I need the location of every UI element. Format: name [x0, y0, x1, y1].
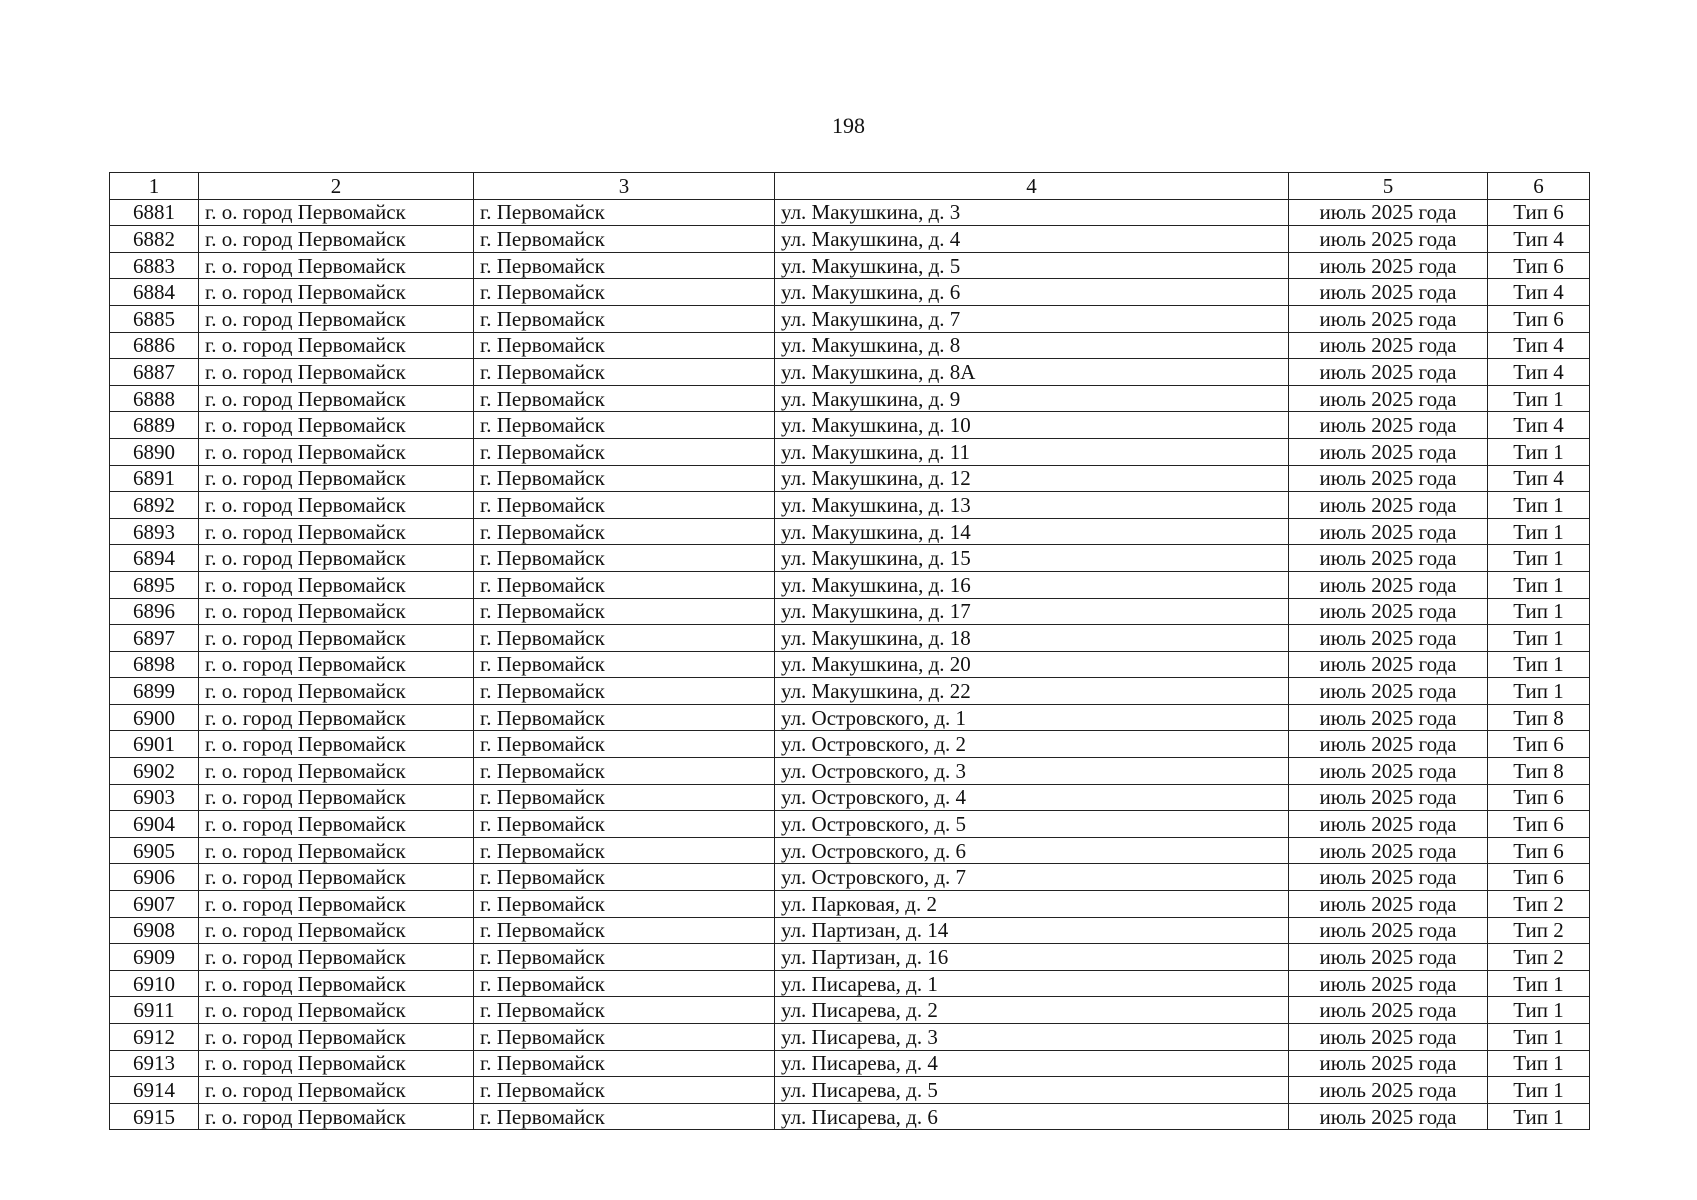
cell-municipality: г. о. город Первомайск [199, 651, 474, 678]
cell-period: июль 2025 года [1289, 598, 1488, 625]
cell-address: ул. Писарева, д. 2 [775, 997, 1289, 1024]
cell-row-number: 6891 [110, 465, 199, 492]
cell-municipality: г. о. город Первомайск [199, 731, 474, 758]
cell-period: июль 2025 года [1289, 651, 1488, 678]
table-row [110, 864, 1590, 891]
cell-type: Тип 6 [1488, 811, 1590, 838]
table-row [110, 784, 1590, 811]
cell-municipality: г. о. город Первомайск [199, 891, 474, 918]
cell-municipality: г. о. город Первомайск [199, 305, 474, 332]
cell-municipality: г. о. город Первомайск [199, 704, 474, 731]
table-row [110, 252, 1590, 279]
cell-address: ул. Писарева, д. 3 [775, 1024, 1289, 1051]
cell-municipality: г. о. город Первомайск [199, 359, 474, 386]
cell-row-number: 6893 [110, 518, 199, 545]
header-cell-1: 1 [110, 173, 199, 200]
cell-settlement: г. Первомайск [474, 199, 775, 226]
cell-type: Тип 4 [1488, 465, 1590, 492]
table-row [110, 678, 1590, 705]
cell-period: июль 2025 года [1289, 625, 1488, 652]
cell-row-number: 6888 [110, 385, 199, 412]
cell-period: июль 2025 года [1289, 438, 1488, 465]
cell-municipality: г. о. город Первомайск [199, 465, 474, 492]
cell-row-number: 6882 [110, 226, 199, 253]
cell-municipality: г. о. город Первомайск [199, 518, 474, 545]
cell-settlement: г. Первомайск [474, 970, 775, 997]
cell-settlement: г. Первомайск [474, 731, 775, 758]
cell-period: июль 2025 года [1289, 997, 1488, 1024]
cell-period: июль 2025 года [1289, 917, 1488, 944]
cell-period: июль 2025 года [1289, 678, 1488, 705]
table-row [110, 492, 1590, 519]
registry-table [109, 172, 1590, 1130]
cell-municipality: г. о. город Первомайск [199, 864, 474, 891]
table-row [110, 1024, 1590, 1051]
cell-municipality: г. о. город Первомайск [199, 412, 474, 439]
cell-settlement: г. Первомайск [474, 1024, 775, 1051]
cell-municipality: г. о. город Первомайск [199, 1024, 474, 1051]
cell-settlement: г. Первомайск [474, 571, 775, 598]
cell-period: июль 2025 года [1289, 811, 1488, 838]
cell-row-number: 6900 [110, 704, 199, 731]
cell-municipality: г. о. город Первомайск [199, 252, 474, 279]
cell-settlement: г. Первомайск [474, 252, 775, 279]
cell-type: Тип 1 [1488, 385, 1590, 412]
cell-municipality: г. о. город Первомайск [199, 226, 474, 253]
cell-type: Тип 6 [1488, 199, 1590, 226]
table-row [110, 1077, 1590, 1104]
table-row [110, 438, 1590, 465]
table-row [110, 226, 1590, 253]
cell-municipality: г. о. город Первомайск [199, 332, 474, 359]
cell-type: Тип 1 [1488, 598, 1590, 625]
cell-type: Тип 1 [1488, 678, 1590, 705]
table-row [110, 199, 1590, 226]
cell-row-number: 6909 [110, 944, 199, 971]
cell-address: ул. Макушкина, д. 15 [775, 545, 1289, 572]
cell-type: Тип 1 [1488, 571, 1590, 598]
cell-row-number: 6896 [110, 598, 199, 625]
header-cell-6: 6 [1488, 173, 1590, 200]
cell-row-number: 6913 [110, 1050, 199, 1077]
cell-type: Тип 1 [1488, 438, 1590, 465]
cell-type: Тип 1 [1488, 970, 1590, 997]
cell-settlement: г. Первомайск [474, 545, 775, 572]
table-row [110, 465, 1590, 492]
cell-type: Тип 6 [1488, 837, 1590, 864]
table-row [110, 545, 1590, 572]
cell-period: июль 2025 года [1289, 199, 1488, 226]
cell-row-number: 6886 [110, 332, 199, 359]
cell-period: июль 2025 года [1289, 332, 1488, 359]
table-row [110, 518, 1590, 545]
table-row [110, 731, 1590, 758]
cell-type: Тип 6 [1488, 305, 1590, 332]
cell-settlement: г. Первомайск [474, 864, 775, 891]
cell-settlement: г. Первомайск [474, 518, 775, 545]
cell-row-number: 6907 [110, 891, 199, 918]
cell-municipality: г. о. город Первомайск [199, 944, 474, 971]
cell-row-number: 6902 [110, 758, 199, 785]
cell-type: Тип 1 [1488, 1103, 1590, 1130]
cell-settlement: г. Первомайск [474, 678, 775, 705]
cell-type: Тип 8 [1488, 704, 1590, 731]
cell-type: Тип 1 [1488, 545, 1590, 572]
cell-period: июль 2025 года [1289, 758, 1488, 785]
cell-settlement: г. Первомайск [474, 305, 775, 332]
cell-row-number: 6892 [110, 492, 199, 519]
cell-address: ул. Макушкина, д. 17 [775, 598, 1289, 625]
cell-address: ул. Островского, д. 5 [775, 811, 1289, 838]
table-row [110, 279, 1590, 306]
cell-period: июль 2025 года [1289, 412, 1488, 439]
cell-address: ул. Макушкина, д. 10 [775, 412, 1289, 439]
table-row [110, 625, 1590, 652]
cell-settlement: г. Первомайск [474, 651, 775, 678]
cell-period: июль 2025 года [1289, 1050, 1488, 1077]
cell-settlement: г. Первомайск [474, 1103, 775, 1130]
cell-settlement: г. Первомайск [474, 465, 775, 492]
cell-municipality: г. о. город Первомайск [199, 758, 474, 785]
cell-period: июль 2025 года [1289, 359, 1488, 386]
cell-address: ул. Макушкина, д. 20 [775, 651, 1289, 678]
cell-settlement: г. Первомайск [474, 811, 775, 838]
cell-period: июль 2025 года [1289, 465, 1488, 492]
cell-row-number: 6910 [110, 970, 199, 997]
header-row [110, 173, 1590, 200]
cell-row-number: 6881 [110, 199, 199, 226]
cell-municipality: г. о. город Первомайск [199, 678, 474, 705]
cell-address: ул. Писарева, д. 1 [775, 970, 1289, 997]
cell-row-number: 6885 [110, 305, 199, 332]
cell-period: июль 2025 года [1289, 305, 1488, 332]
cell-municipality: г. о. город Первомайск [199, 997, 474, 1024]
cell-municipality: г. о. город Первомайск [199, 1077, 474, 1104]
cell-address: ул. Макушкина, д. 11 [775, 438, 1289, 465]
table-row [110, 970, 1590, 997]
cell-address: ул. Макушкина, д. 8 [775, 332, 1289, 359]
table-row [110, 305, 1590, 332]
cell-address: ул. Макушкина, д. 16 [775, 571, 1289, 598]
cell-address: ул. Писарева, д. 5 [775, 1077, 1289, 1104]
cell-address: ул. Макушкина, д. 18 [775, 625, 1289, 652]
cell-address: ул. Островского, д. 2 [775, 731, 1289, 758]
cell-settlement: г. Первомайск [474, 917, 775, 944]
table-row [110, 571, 1590, 598]
cell-municipality: г. о. город Первомайск [199, 625, 474, 652]
table-row [110, 811, 1590, 838]
cell-address: ул. Макушкина, д. 4 [775, 226, 1289, 253]
cell-row-number: 6897 [110, 625, 199, 652]
cell-period: июль 2025 года [1289, 518, 1488, 545]
cell-type: Тип 1 [1488, 1077, 1590, 1104]
cell-type: Тип 2 [1488, 891, 1590, 918]
cell-type: Тип 4 [1488, 279, 1590, 306]
cell-period: июль 2025 года [1289, 492, 1488, 519]
table-row [110, 1103, 1590, 1130]
cell-period: июль 2025 года [1289, 1077, 1488, 1104]
cell-row-number: 6884 [110, 279, 199, 306]
table-row [110, 758, 1590, 785]
cell-address: ул. Макушкина, д. 6 [775, 279, 1289, 306]
cell-period: июль 2025 года [1289, 385, 1488, 412]
cell-settlement: г. Первомайск [474, 438, 775, 465]
cell-settlement: г. Первомайск [474, 997, 775, 1024]
cell-row-number: 6915 [110, 1103, 199, 1130]
cell-settlement: г. Первомайск [474, 279, 775, 306]
cell-period: июль 2025 года [1289, 970, 1488, 997]
cell-address: ул. Писарева, д. 4 [775, 1050, 1289, 1077]
cell-municipality: г. о. город Первомайск [199, 545, 474, 572]
cell-period: июль 2025 года [1289, 944, 1488, 971]
cell-address: ул. Макушкина, д. 12 [775, 465, 1289, 492]
header-cell-5: 5 [1289, 173, 1488, 200]
cell-address: ул. Макушкина, д. 8А [775, 359, 1289, 386]
cell-address: ул. Партизан, д. 16 [775, 944, 1289, 971]
table-row [110, 944, 1590, 971]
cell-settlement: г. Первомайск [474, 359, 775, 386]
cell-address: ул. Макушкина, д. 13 [775, 492, 1289, 519]
table-row [110, 1050, 1590, 1077]
cell-row-number: 6906 [110, 864, 199, 891]
table-row [110, 651, 1590, 678]
cell-municipality: г. о. город Первомайск [199, 917, 474, 944]
cell-address: ул. Макушкина, д. 5 [775, 252, 1289, 279]
cell-type: Тип 1 [1488, 997, 1590, 1024]
table-row [110, 997, 1590, 1024]
table-row [110, 412, 1590, 439]
cell-row-number: 6903 [110, 784, 199, 811]
cell-settlement: г. Первомайск [474, 226, 775, 253]
cell-row-number: 6904 [110, 811, 199, 838]
cell-address: ул. Островского, д. 6 [775, 837, 1289, 864]
cell-row-number: 6901 [110, 731, 199, 758]
cell-period: июль 2025 года [1289, 571, 1488, 598]
cell-type: Тип 4 [1488, 332, 1590, 359]
cell-type: Тип 1 [1488, 625, 1590, 652]
cell-municipality: г. о. город Первомайск [199, 199, 474, 226]
cell-type: Тип 6 [1488, 252, 1590, 279]
cell-address: ул. Макушкина, д. 3 [775, 199, 1289, 226]
cell-row-number: 6912 [110, 1024, 199, 1051]
table-row [110, 891, 1590, 918]
cell-row-number: 6895 [110, 571, 199, 598]
cell-type: Тип 1 [1488, 492, 1590, 519]
cell-type: Тип 2 [1488, 917, 1590, 944]
cell-period: июль 2025 года [1289, 279, 1488, 306]
cell-municipality: г. о. город Первомайск [199, 1050, 474, 1077]
header-cell-2: 2 [199, 173, 474, 200]
table-row [110, 837, 1590, 864]
cell-row-number: 6911 [110, 997, 199, 1024]
cell-row-number: 6883 [110, 252, 199, 279]
cell-settlement: г. Первомайск [474, 385, 775, 412]
cell-municipality: г. о. город Первомайск [199, 438, 474, 465]
cell-type: Тип 1 [1488, 651, 1590, 678]
cell-address: ул. Островского, д. 3 [775, 758, 1289, 785]
cell-settlement: г. Первомайск [474, 944, 775, 971]
cell-settlement: г. Первомайск [474, 412, 775, 439]
cell-address: ул. Островского, д. 1 [775, 704, 1289, 731]
table-body [110, 199, 1590, 1130]
cell-settlement: г. Первомайск [474, 332, 775, 359]
cell-type: Тип 6 [1488, 784, 1590, 811]
cell-municipality: г. о. город Первомайск [199, 837, 474, 864]
cell-type: Тип 4 [1488, 412, 1590, 439]
cell-period: июль 2025 года [1289, 731, 1488, 758]
table-row [110, 917, 1590, 944]
cell-row-number: 6889 [110, 412, 199, 439]
cell-period: июль 2025 года [1289, 226, 1488, 253]
cell-settlement: г. Первомайск [474, 837, 775, 864]
cell-type: Тип 1 [1488, 1024, 1590, 1051]
cell-address: ул. Писарева, д. 6 [775, 1103, 1289, 1130]
cell-address: ул. Макушкина, д. 7 [775, 305, 1289, 332]
cell-address: ул. Макушкина, д. 14 [775, 518, 1289, 545]
cell-period: июль 2025 года [1289, 1103, 1488, 1130]
cell-type: Тип 2 [1488, 944, 1590, 971]
cell-municipality: г. о. город Первомайск [199, 1103, 474, 1130]
cell-period: июль 2025 года [1289, 252, 1488, 279]
cell-settlement: г. Первомайск [474, 598, 775, 625]
table-row [110, 359, 1590, 386]
cell-type: Тип 8 [1488, 758, 1590, 785]
table-row [110, 704, 1590, 731]
cell-municipality: г. о. город Первомайск [199, 571, 474, 598]
cell-address: ул. Макушкина, д. 9 [775, 385, 1289, 412]
cell-period: июль 2025 года [1289, 704, 1488, 731]
cell-type: Тип 4 [1488, 226, 1590, 253]
cell-period: июль 2025 года [1289, 864, 1488, 891]
cell-period: июль 2025 года [1289, 545, 1488, 572]
cell-type: Тип 6 [1488, 864, 1590, 891]
cell-settlement: г. Первомайск [474, 758, 775, 785]
cell-type: Тип 1 [1488, 518, 1590, 545]
cell-municipality: г. о. город Первомайск [199, 279, 474, 306]
cell-settlement: г. Первомайск [474, 1050, 775, 1077]
cell-municipality: г. о. город Первомайск [199, 492, 474, 519]
cell-municipality: г. о. город Первомайск [199, 385, 474, 412]
cell-address: ул. Партизан, д. 14 [775, 917, 1289, 944]
cell-row-number: 6887 [110, 359, 199, 386]
cell-row-number: 6890 [110, 438, 199, 465]
cell-settlement: г. Первомайск [474, 492, 775, 519]
cell-address: ул. Островского, д. 4 [775, 784, 1289, 811]
table-row [110, 598, 1590, 625]
table-row [110, 332, 1590, 359]
cell-settlement: г. Первомайск [474, 784, 775, 811]
cell-municipality: г. о. город Первомайск [199, 598, 474, 625]
cell-row-number: 6914 [110, 1077, 199, 1104]
cell-settlement: г. Первомайск [474, 1077, 775, 1104]
cell-type: Тип 4 [1488, 359, 1590, 386]
cell-period: июль 2025 года [1289, 784, 1488, 811]
page-number: 198 [832, 113, 865, 138]
cell-type: Тип 1 [1488, 1050, 1590, 1077]
table-row [110, 385, 1590, 412]
cell-row-number: 6908 [110, 917, 199, 944]
cell-settlement: г. Первомайск [474, 625, 775, 652]
cell-row-number: 6898 [110, 651, 199, 678]
cell-period: июль 2025 года [1289, 1024, 1488, 1051]
cell-municipality: г. о. город Первомайск [199, 811, 474, 838]
cell-settlement: г. Первомайск [474, 704, 775, 731]
cell-address: ул. Островского, д. 7 [775, 864, 1289, 891]
cell-type: Тип 6 [1488, 731, 1590, 758]
cell-period: июль 2025 года [1289, 891, 1488, 918]
cell-row-number: 6905 [110, 837, 199, 864]
cell-settlement: г. Первомайск [474, 891, 775, 918]
cell-address: ул. Парковая, д. 2 [775, 891, 1289, 918]
cell-address: ул. Макушкина, д. 22 [775, 678, 1289, 705]
cell-period: июль 2025 года [1289, 837, 1488, 864]
cell-row-number: 6899 [110, 678, 199, 705]
header-cell-3: 3 [474, 173, 775, 200]
cell-municipality: г. о. город Первомайск [199, 784, 474, 811]
header-cell-4: 4 [775, 173, 1289, 200]
cell-row-number: 6894 [110, 545, 199, 572]
cell-municipality: г. о. город Первомайск [199, 970, 474, 997]
table-header [110, 173, 1590, 200]
